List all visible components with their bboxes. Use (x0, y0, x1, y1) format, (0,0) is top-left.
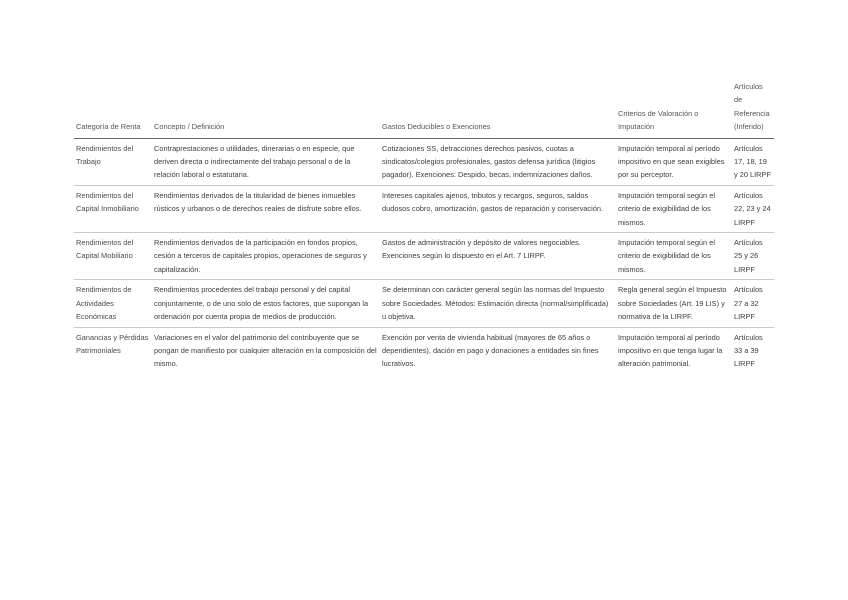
header-concepto: Concepto / Definición (152, 80, 380, 138)
cell-categoria: Rendimientos del Trabajo (74, 138, 152, 185)
cell-concepto: Rendimientos procedentes del trabajo personal y del capital conjuntamente, o de uno solo de estos factores, que supongan la ordenación por cuenta propia de medios de producción. (152, 280, 380, 327)
header-articulos: Artículos de Referencia (Inferido) (732, 80, 774, 138)
cell-criterios: Imputación temporal al período impositivo en que sean exigibles por su perceptor. (616, 138, 732, 185)
cell-articulos: Artículos 22, 23 y 24 LIRPF (732, 185, 774, 232)
income-categories-table (74, 80, 774, 374)
cell-concepto: Contraprestaciones o utilidades, dinerarias o en especie, que deriven directa o indirectamente del trabajo personal o de la relación laboral o estatutaria. (152, 138, 380, 185)
table-row (74, 280, 774, 327)
header-row (74, 80, 774, 138)
cell-gastos: Gastos de administración y depósito de valores negociables. Exenciones según lo dispuesto en el Art. 7 LIRPF. (380, 233, 616, 280)
cell-categoria: Rendimientos de Actividades Económicas (74, 280, 152, 327)
header-categoria: Categoría de Renta (74, 80, 152, 138)
cell-gastos: Intereses capitales ajenos, tributos y recargos, seguros, saldos dudosos cobro, amortización, gastos de reparación y conservación. (380, 185, 616, 232)
table-body (74, 138, 774, 374)
cell-criterios: Imputación temporal según el criterio de exigibilidad de los mismos. (616, 233, 732, 280)
header-gastos: Gastos Deducibles o Exenciones (380, 80, 616, 138)
table-header (74, 80, 774, 138)
header-criterios: Criterios de Valoración o Imputación (616, 80, 732, 138)
table-row (74, 185, 774, 232)
table-row (74, 327, 774, 374)
cell-gastos: Cotizaciones SS, detracciones derechos pasivos, cuotas a sindicatos/colegios profesionales, gastos defensa jurídica (litigios pagador). Exenciones: Despido, becas, indemnizaciones daños. (380, 138, 616, 185)
cell-concepto: Variaciones en el valor del patrimonio del contribuyente que se pongan de manifiesto por cualquier alteración en la composición del mismo. (154, 332, 377, 369)
cell-criterios: Imputación temporal según el criterio de exigibilidad de los mismos. (616, 185, 732, 232)
cell-gastos: Se determinan con carácter general según las normas del Impuesto sobre Sociedades. Métodos: Estimación directa (normal/simplificada) u objetiva. (380, 280, 616, 327)
cell-categoria: Rendimientos del Capital Inmobiliario (74, 185, 152, 232)
cell-criterios: Regla general según el Impuesto sobre Sociedades (Art. 19 LIS) y normativa de la LIRPF. (616, 280, 732, 327)
cell-concepto: Rendimientos derivados de la participación en fondos propios, cesión a terceros de capitales propios, operaciones de seguros y capitalización. (152, 233, 380, 280)
cell-criterios: Imputación temporal al período impositivo en que tenga lugar la alteración patrimonial. (618, 332, 723, 369)
table-row (74, 233, 774, 280)
cell-gastos: Exención por venta de vivienda habitual (mayores de 65 años o dependientes), dación en pago y donaciones a entidades sin fines lucrativos. (382, 332, 599, 369)
cell-categoria: Ganancias y Pérdidas Patrimoniales (76, 332, 149, 355)
table-row (74, 138, 774, 185)
cell-articulos: Artículos 27 a 32 LIRPF (732, 280, 774, 327)
cell-articulos: Artículos 33 a 39 LIRPF (734, 332, 763, 369)
cell-categoria: Rendimientos del Capital Mobiliario (74, 233, 152, 280)
cell-articulos: Artículos 25 y 26 LIRPF (732, 233, 774, 280)
cell-articulos: Artículos 17, 18, 19 y 20 LIRPF (732, 138, 774, 185)
cell-concepto: Rendimientos derivados de la titularidad de bienes inmuebles rústicos y urbanos o de derechos reales de disfrute sobre ellos. (152, 185, 380, 232)
